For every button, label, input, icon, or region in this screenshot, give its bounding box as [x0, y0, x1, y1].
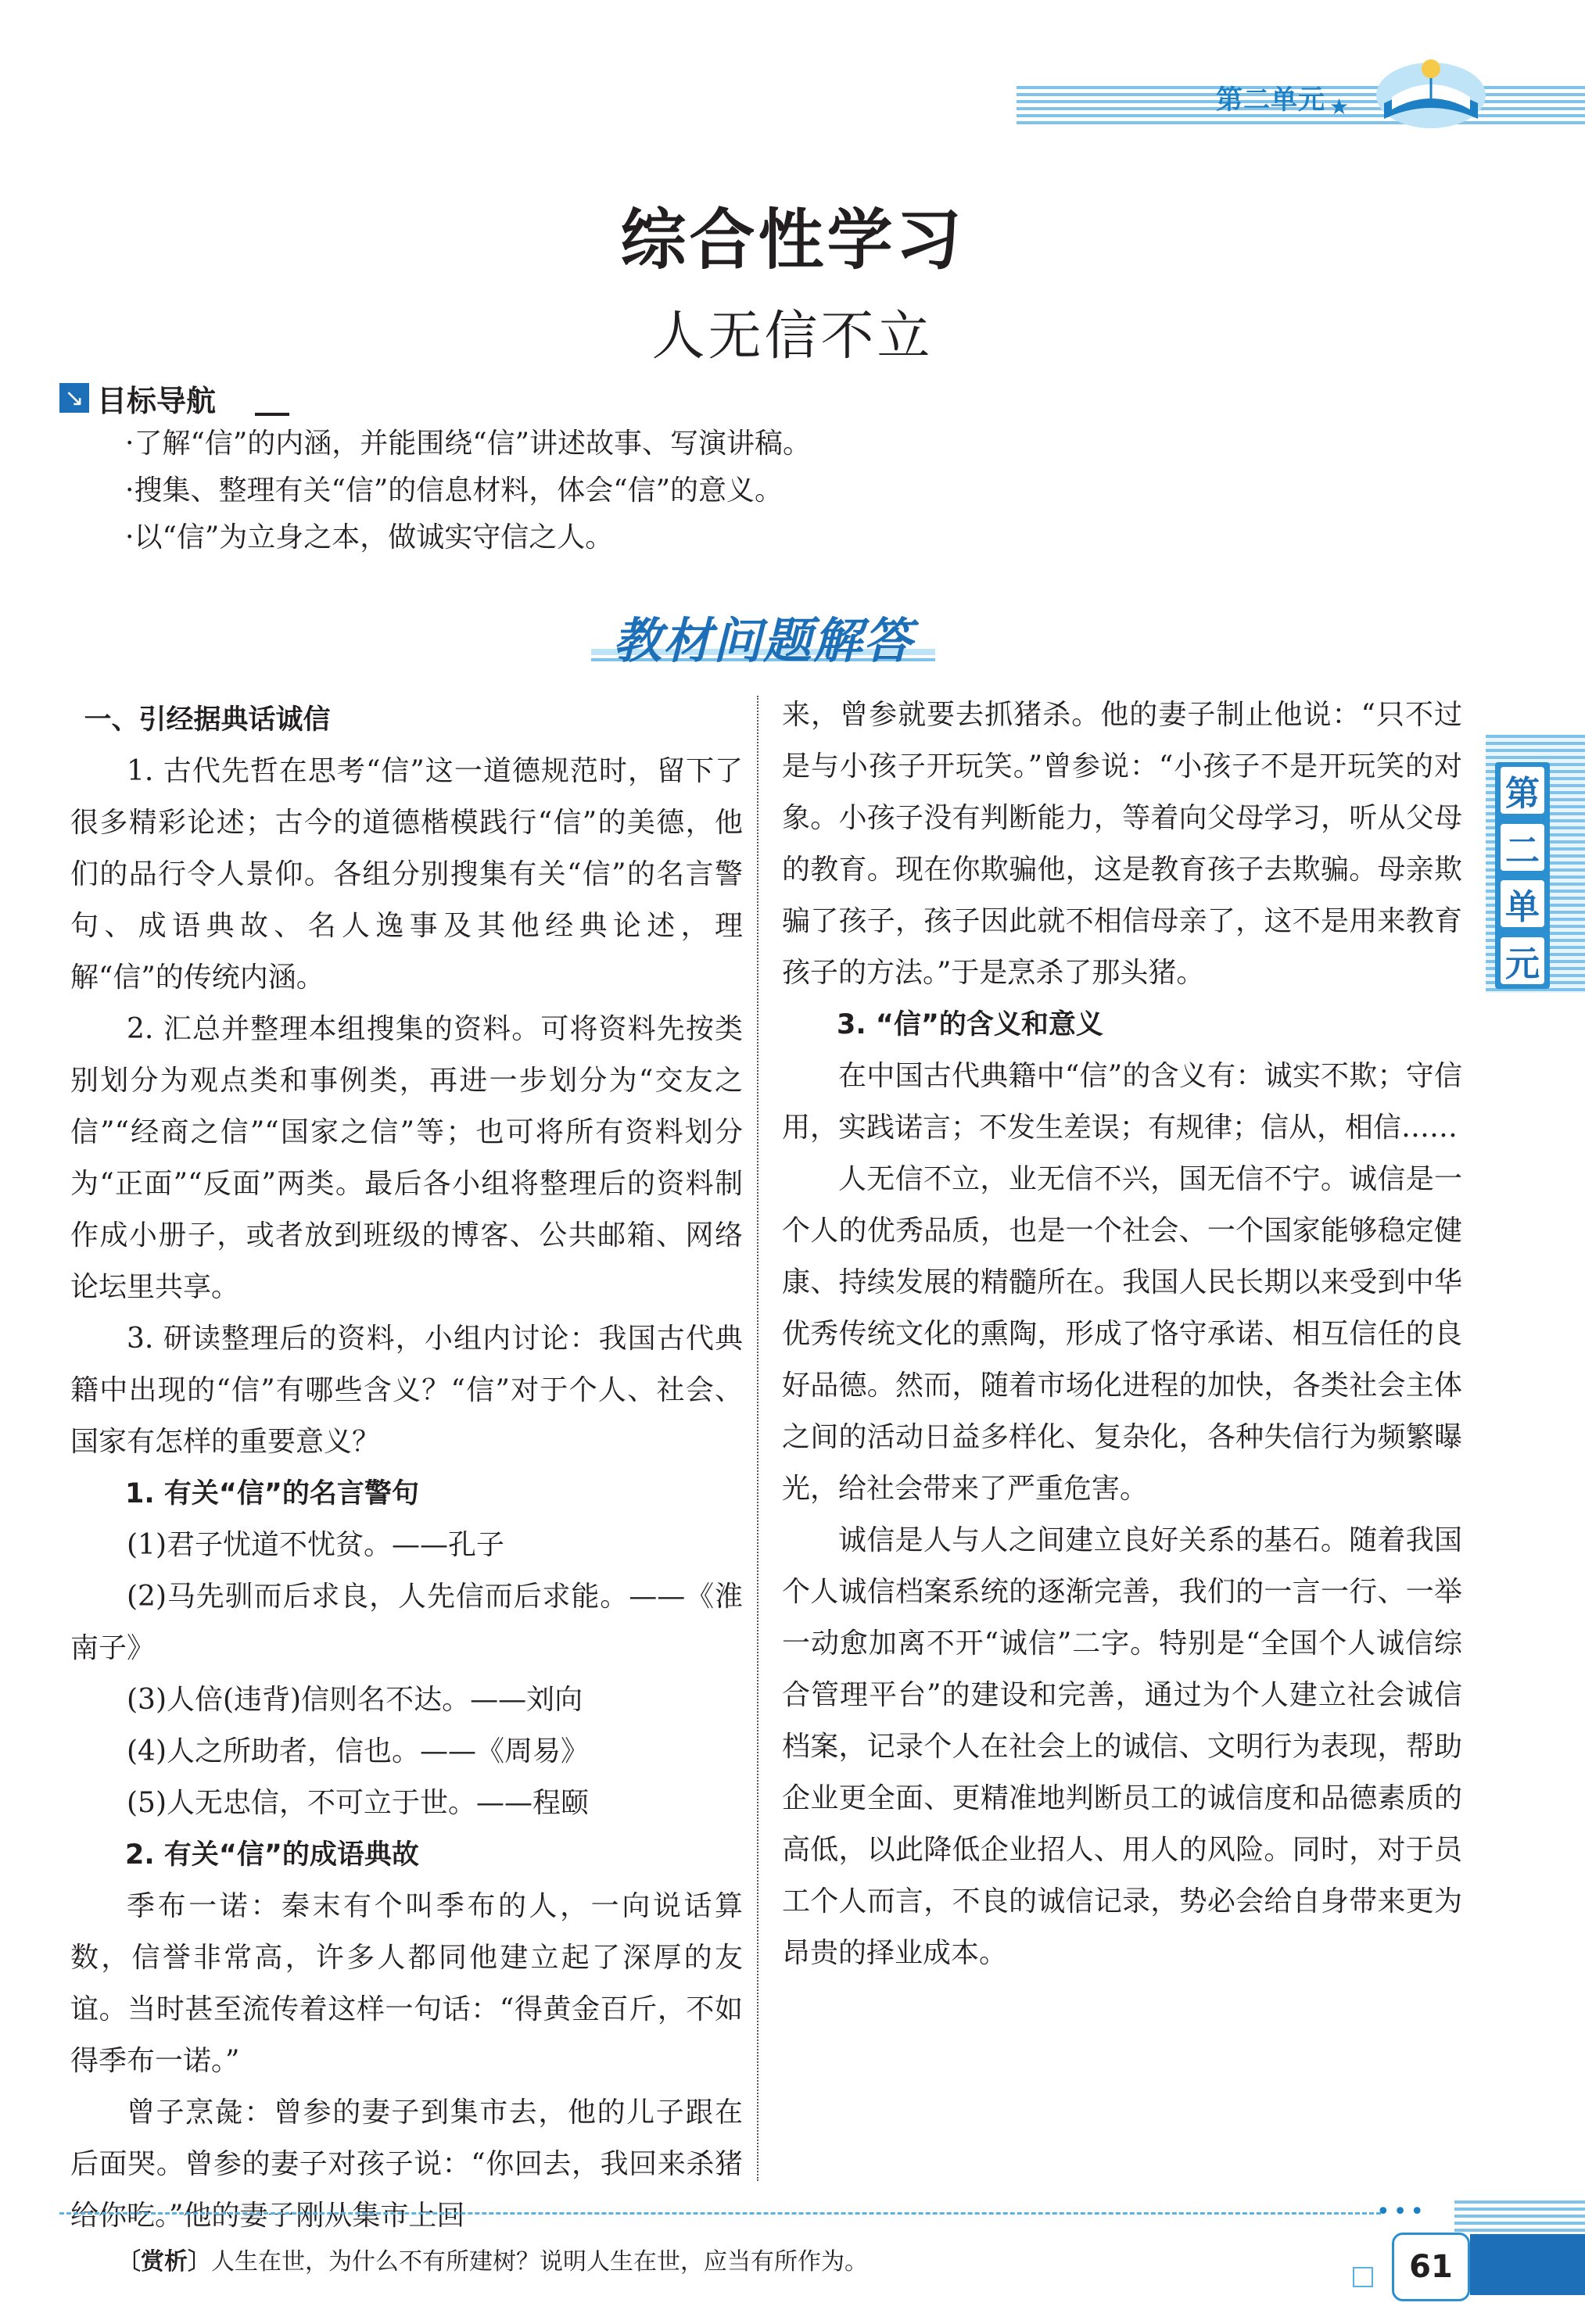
paragraph: 1. 古代先哲在思考“信”这一道德规范时，留下了很多精彩论述；古今的道德楷模践行“信”的美德，他们的品行令人景仰。各组分别搜集有关“信”的名言警句、成语典故、名人逸事及其他经典论述，理解“信”的传统内涵。 — [70, 755, 743, 994]
paragraph: 诚信是人与人之间建立良好关系的基石。随着我国个人诚信档案系统的逐渐完善，我们的一言一行、一举一动愈加离不开“诚信”二字。特别是“全国个人诚信综合管理平台”的建设和完善，通过为个人建立社会诚信档案，记录个人在社会上的诚信、文明行为表现，帮助企业更全面、更精准地判断员工的诚信度和品德素质的高低，以此降低企业招人、用人的风险。同时，对于员工个人而言，不良的诚信记录，势必会给自身带来更为昂贵的择业成本。 — [782, 1524, 1462, 1969]
left-column — [70, 694, 743, 2242]
side-tab-char: 单 — [1501, 880, 1544, 927]
quote-item: (5)人无忠信，不可立于世。——程颐 — [127, 1787, 589, 1819]
column-divider — [757, 696, 758, 2181]
heading-idioms: 2. 有关“信”的成语典故 — [125, 1839, 419, 1871]
quote-item: (3)人倍(违背)信则名不达。——刘向 — [127, 1684, 583, 1716]
side-tab-char: 二 — [1501, 824, 1544, 871]
goal-underline — [255, 413, 289, 416]
heading-famous-quotes: 1. 有关“信”的名言警句 — [125, 1478, 419, 1509]
story-paragraph: 曾子烹彘：曾参的妻子到集市去，他的儿子跟在后面哭。曾参的妻子对孩子说：“你回去，我回来杀猪给你吃。”他的妻子刚从集市上回 — [70, 2097, 743, 2232]
page-title: 综合性学习 — [620, 202, 965, 278]
paragraph: 3. 研读整理后的资料，小组内讨论：我国古代典籍中出现的“信”有哪些含义？“信”对于个人、社会、国家有怎样的重要意义？ — [70, 1323, 743, 1458]
quote-item: (2)马先驯而后求良，人先信而后求能。——《淮南子》 — [70, 1581, 743, 1664]
goal-item: ·了解“信”的内涵，并能围绕“信”讲述故事、写演讲稿。 — [125, 428, 812, 460]
side-tab-char: 元 — [1501, 937, 1544, 984]
heading-quote-classics: 一、引经据典话诚信 — [84, 704, 331, 736]
footer-dots: ••• — [1376, 2198, 1428, 2226]
header-unit-label: 第二单元 — [1216, 84, 1325, 116]
header-star-icon: ★ — [1329, 94, 1350, 120]
goal-item: ·搜集、整理有关“信”的信息材料，体会“信”的意义。 — [125, 474, 784, 507]
footer-note-label: 〔赏析〕 — [117, 2248, 211, 2276]
footer-note-text: 人生在世，为什么不有所建树？说明人生在世，应当有所作为。 — [211, 2248, 868, 2276]
quote-item: (1)君子忧道不忧贫。——孔子 — [127, 1529, 504, 1561]
footer-stripes — [1454, 2200, 1585, 2232]
heading-meaning: 3. “信”的含义和意义 — [837, 1009, 1103, 1040]
page-number: 61 — [1392, 2233, 1470, 2301]
goal-nav-label: 目标导航 — [97, 383, 217, 418]
story-paragraph: 季布一诺：秦末有个叫季布的人，一向说话算数，信誉非常高，许多人都同他建立起了深厚的友谊。当时甚至流传着这样一句话：“得黄金百斤，不如得季布一诺。” — [70, 1890, 743, 2077]
footer-divider — [59, 2212, 1381, 2215]
page-subtitle: 人无信不立 — [651, 306, 934, 367]
section-title: 教材问题解答 — [612, 612, 913, 669]
story-paragraph-continued: 来，曾参就要去抓猪杀。他的妻子制止他说：“只不过是与小孩子开玩笑。”曾参说：“小孩子不是开玩笑的对象。小孩子没有判断能力，等着向父母学习，听从父母的教育。现在你欺骗他，这是教育孩子去欺骗。母亲欺骗了孩子，孩子因此就不相信母亲了，这不是用来教育孩子的方法。”于是烹杀了那头猪。 — [782, 699, 1462, 989]
footer-note — [117, 2242, 868, 2276]
goal-item: ·以“信”为立身之本，做诚实守信之人。 — [125, 521, 614, 553]
page-tab-bar — [1470, 2234, 1585, 2295]
paragraph: 2. 汇总并整理本组搜集的资料。可将资料先按类别划分为观点类和事例类，再进一步划分为“交友之信”“经商之信”“国家之信”等；也可将所有资料划分为“正面”“反面”两类。最后各小组将整理后的资料制作成小册子，或者放到班级的博客、公共邮箱、网络论坛里共享。 — [70, 1013, 743, 1303]
right-column — [782, 689, 1462, 1979]
goal-nav-heading — [59, 380, 216, 416]
quote-item: (4)人之所助者，信也。——《周易》 — [127, 1735, 589, 1767]
side-unit-tab — [1495, 762, 1550, 989]
open-book-icon — [1368, 48, 1494, 134]
paragraph: 人无信不立，业无信不兴，国无信不宁。诚信是一个人的优秀品质，也是一个社会、一个国家能够稳定健康、持续发展的精髓所在。我国人民长期以来受到中华优秀传统文化的熏陶，形成了恪守承诺、相互信任的良好品德。然而，随着市场化进程的加快，各类社会主体之间的活动日益多样化、复杂化，各种失信行为频繁曝光，给社会带来了严重危害。 — [782, 1163, 1462, 1505]
paragraph: 在中国古代典籍中“信”的含义有：诚实不欺；守信用，实践诺言；不发生差误；有规律；信从，相信…… — [782, 1060, 1462, 1144]
arrow-down-right-icon: ↘ — [59, 383, 89, 413]
side-tab-char: 第 — [1501, 767, 1544, 814]
footer-square-icon — [1353, 2267, 1373, 2287]
